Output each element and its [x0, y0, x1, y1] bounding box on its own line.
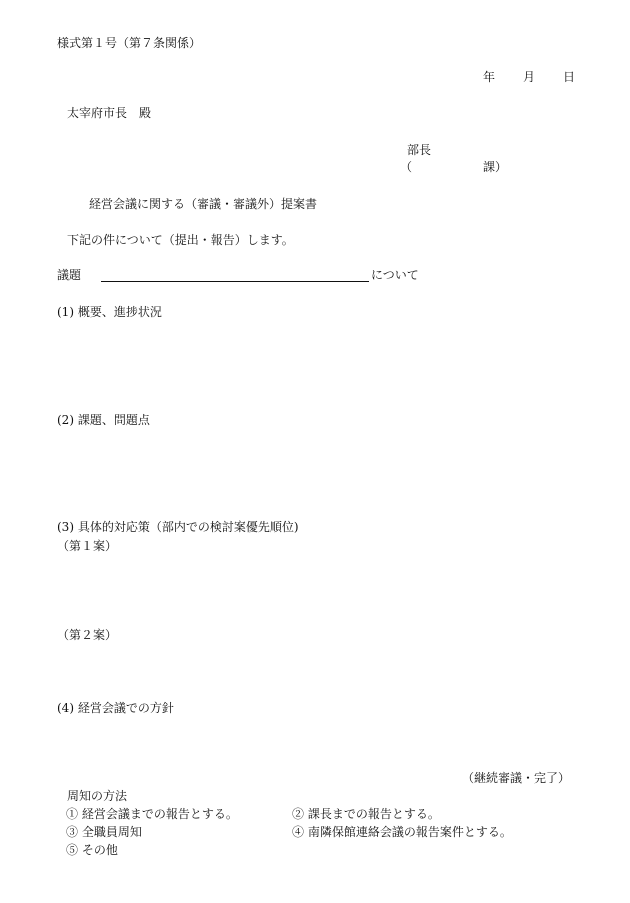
subject-blank-line: [101, 281, 369, 282]
subject-suffix: について: [371, 268, 419, 282]
section-suffix: 課）: [483, 160, 508, 174]
section-policy: (4) 経営会議での方針: [57, 701, 174, 715]
status-options: （継続審議・完了）: [462, 771, 571, 785]
notification-heading: 周知の方法: [67, 789, 128, 803]
date-month: 月: [523, 70, 536, 84]
notification-option: ③ 全職員周知: [66, 825, 142, 839]
section-issues: (2) 課題、問題点: [57, 413, 150, 427]
plan-2-label: （第２案）: [57, 628, 118, 642]
document-title: 経営会議に関する（審議・審議外）提案書: [89, 197, 318, 211]
plan-1-label: （第１案）: [57, 539, 118, 553]
department-head: 部長: [407, 143, 432, 157]
date-day: 日: [563, 70, 576, 84]
notification-option: ② 課長までの報告とする。: [292, 807, 440, 821]
notification-option: ⑤ その他: [66, 843, 118, 857]
section-open-paren: （: [400, 160, 413, 174]
subject-label: 議題: [57, 268, 82, 282]
date-year: 年: [483, 70, 496, 84]
form-number: 様式第１号（第７条関係）: [57, 36, 202, 50]
addressee: 太宰府市長 殿: [67, 106, 152, 120]
section-overview: (1) 概要、進捗状況: [57, 305, 162, 319]
section-measures: (3) 具体的対応策（部内での検討案優先順位): [57, 520, 299, 534]
notification-option: ④ 南隣保館連絡会議の報告案件とする。: [292, 825, 512, 839]
intro-text: 下記の件について（提出・報告）します。: [67, 233, 294, 247]
notification-option: ① 経営会議までの報告とする。: [66, 807, 238, 821]
